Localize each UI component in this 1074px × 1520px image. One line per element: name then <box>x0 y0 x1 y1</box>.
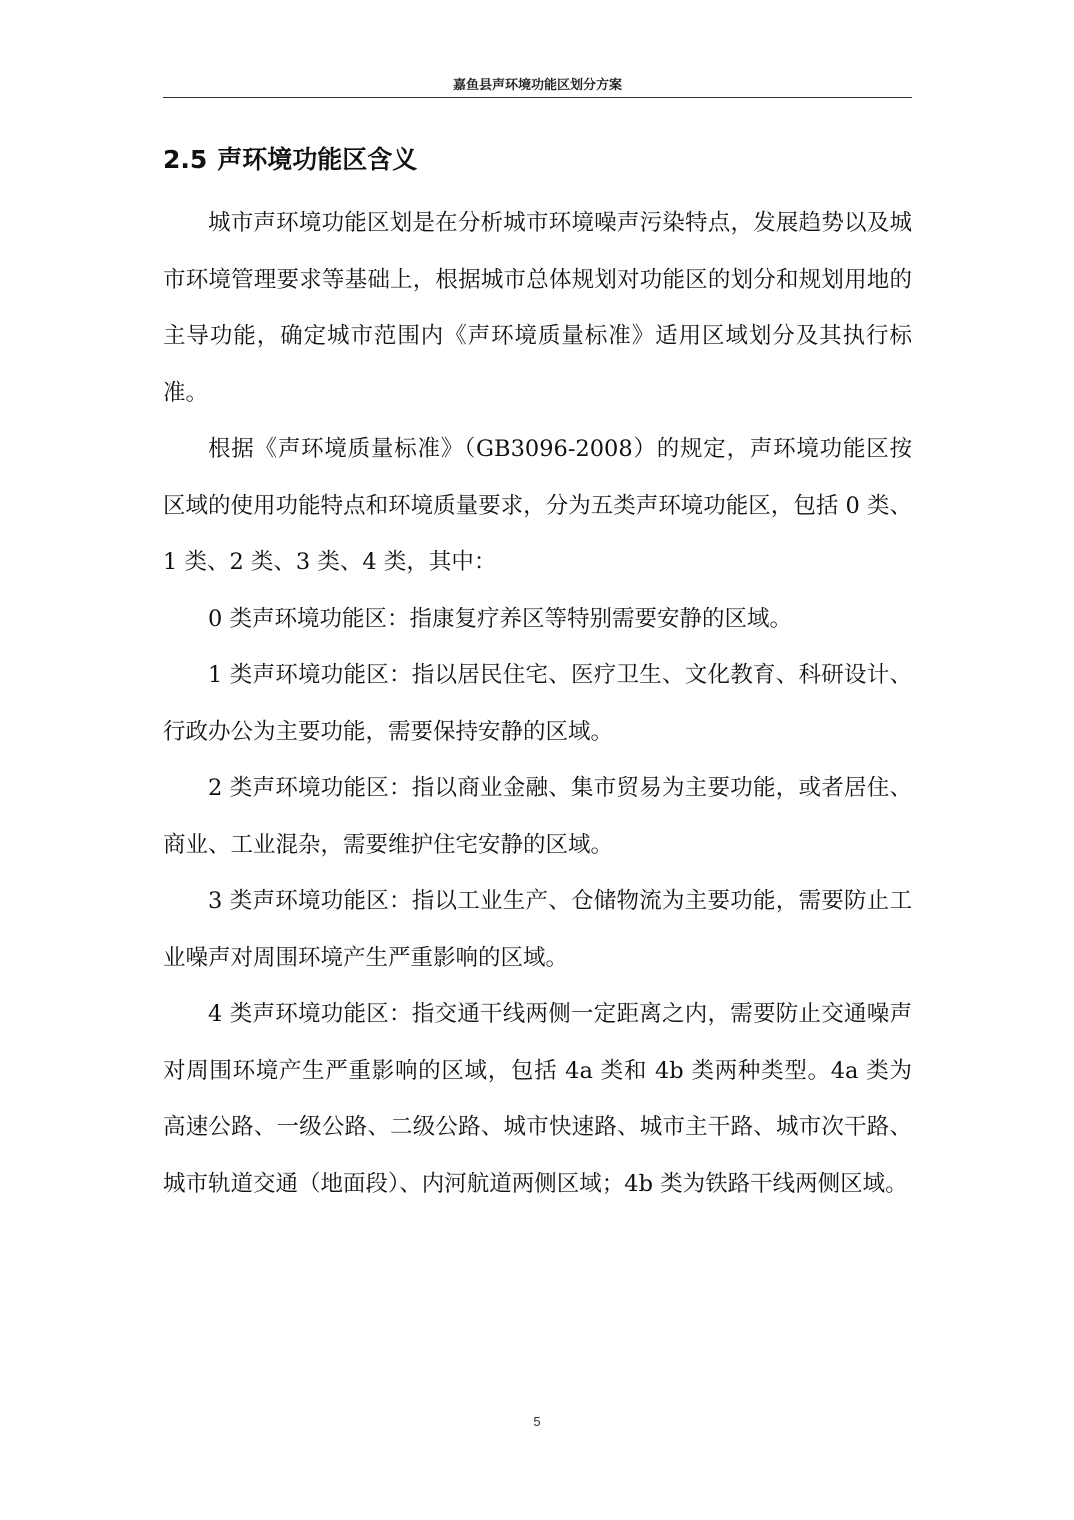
paragraph: 4 类声环境功能区：指交通干线两侧一定距离之内，需要防止交通噪声对周围环境产生严重影响的区域，包括 4a 类和 4b 类两种类型。4a 类为高速公路、一级公路、二级公路、城市快速路、城市主干路、城市次干路、城市轨道交通（地面段）、内河航道两侧区域；4b 类为铁路干线两侧区域。 <box>163 1001 912 1197</box>
paragraph: 0 类声环境功能区：指康复疗养区等特别需要安静的区域。 <box>208 605 792 632</box>
page-number: 5 <box>533 1414 541 1429</box>
section-number: 2.5 <box>163 145 208 174</box>
paragraph: 2 类声环境功能区：指以商业金融、集市贸易为主要功能，或者居住、商业、工业混杂，需要维护住宅安静的区域。 <box>163 775 912 858</box>
paragraph: 根据《声环境质量标准》（GB3096-2008）的规定，声环境功能区按区域的使用功能特点和环境质量要求，分为五类声环境功能区，包括 0 类、1 类、2 类、3 类、4 类，其中： <box>163 436 912 575</box>
body-text <box>163 195 912 1212</box>
paragraph: 城市声环境功能区划是在分析城市环境噪声污染特点，发展趋势以及城市环境管理要求等基础上，根据城市总体规划对功能区的划分和规划用地的主导功能，确定城市范围内《声环境质量标准》适用区域划分及其执行标准。 <box>163 210 912 406</box>
paragraph: 1 类声环境功能区：指以居民住宅、医疗卫生、文化教育、科研设计、行政办公为主要功能，需要保持安静的区域。 <box>163 662 912 745</box>
section-heading <box>163 138 912 182</box>
paragraph: 3 类声环境功能区：指以工业生产、仓储物流为主要功能，需要防止工业噪声对周围环境产生严重影响的区域。 <box>163 888 912 971</box>
header-rule <box>163 97 912 98</box>
section-title: 声环境功能区含义 <box>217 145 418 174</box>
running-header: 嘉鱼县声环境功能区划分方案 <box>452 78 622 93</box>
